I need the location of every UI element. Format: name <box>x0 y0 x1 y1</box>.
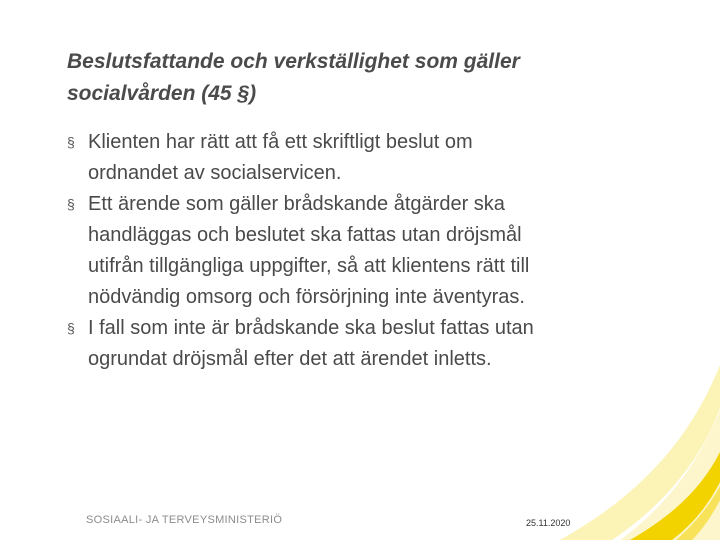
bullet-1-line-1: Klienten har rätt att få ett skriftligt beslut om <box>88 131 473 153</box>
bullet-2-line-1: Ett ärende som gäller brådskande åtgärder ska <box>88 193 505 215</box>
bullet-list <box>67 127 667 375</box>
bullet-item <box>67 127 667 189</box>
section-sign-icon: § <box>67 196 75 212</box>
bullet-item <box>67 189 667 313</box>
bullet-2-line-2: handläggas och beslutet ska fattas utan dröjsmål <box>88 224 522 246</box>
bullet-3-line-1: I fall som inte är brådskande ska beslut fattas utan <box>88 317 534 339</box>
slide-title-line-2: socialvården (45 §) <box>67 82 257 105</box>
footer-date: 25.11.2020 <box>526 518 571 528</box>
bullet-3-line-2: ogrundat dröjsmål efter det att ärendet inletts. <box>88 348 492 370</box>
footer-ministry-logo-text: SOSIAALI- JA TERVEYSMINISTERIÖ <box>86 514 283 526</box>
bullet-1-line-2: ordnandet av socialservicen. <box>88 162 342 184</box>
bullet-item <box>67 313 667 375</box>
section-sign-icon: § <box>67 134 75 150</box>
slide-title-line-1: Beslutsfattande och verkställighet som gäller <box>67 50 520 73</box>
section-sign-icon: § <box>67 320 75 336</box>
bullet-2-line-3: utifrån tillgängliga uppgifter, så att klientens rätt till <box>88 255 530 277</box>
slide-title <box>67 46 667 110</box>
bullet-2-line-4: nödvändig omsorg och försörjning inte äventyras. <box>88 286 525 308</box>
